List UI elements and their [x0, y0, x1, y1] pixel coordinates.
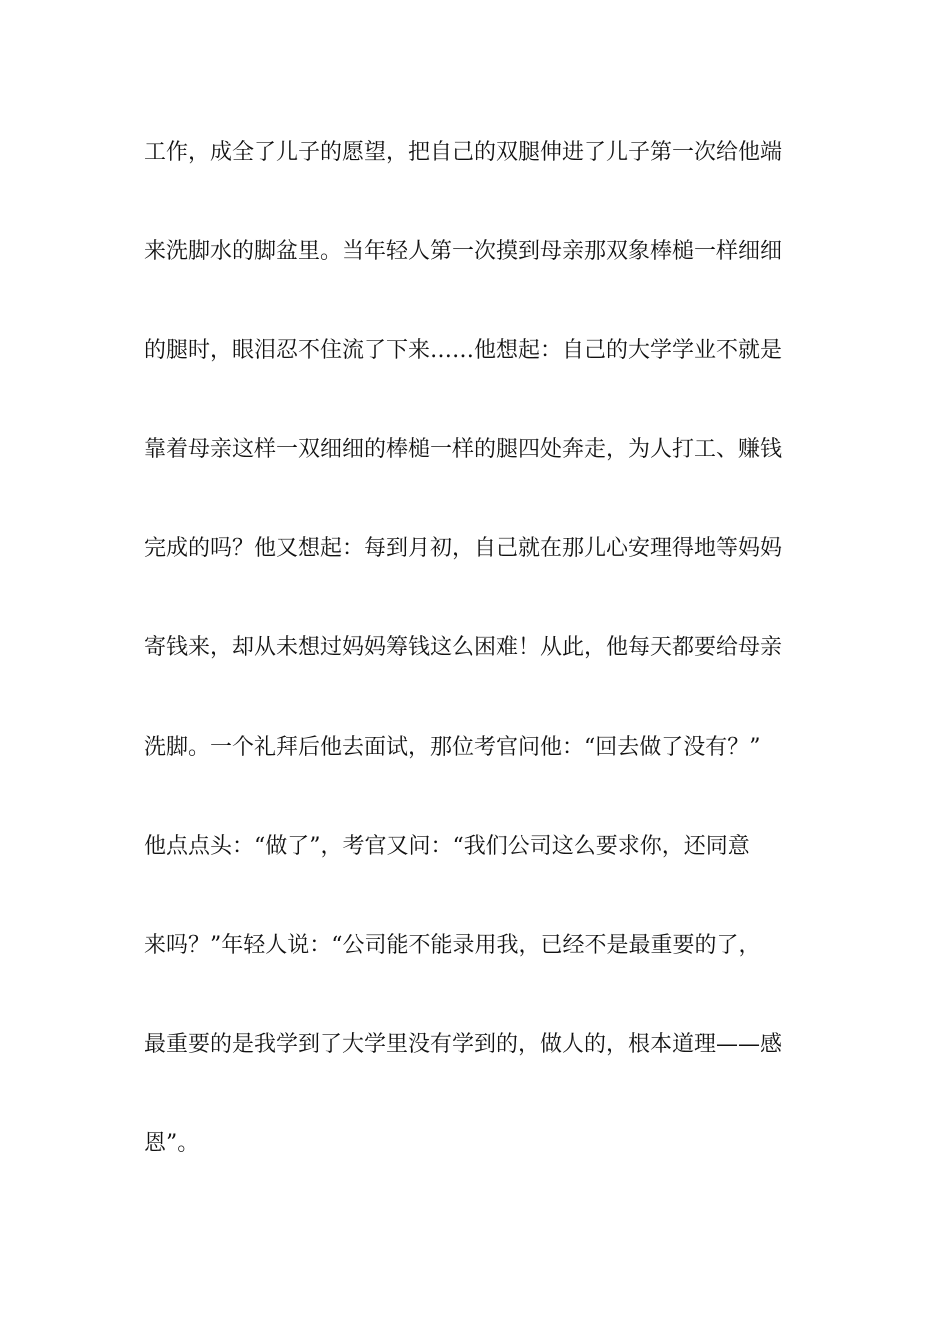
text-line: 完成的吗？他又想起：每到月初，自己就在那儿心安理得地等妈妈	[144, 536, 783, 562]
text-line: 工作，成全了儿子的愿望，把自己的双腿伸进了儿子第一次给他端	[144, 140, 783, 165]
text-line: 洗脚。一个礼拜后他去面试，那位考官问他：“回去做了没有？”	[144, 734, 761, 760]
text-line: 靠着母亲这样一双细细的棒槌一样的腿四处奔走，为人打工、赚钱	[144, 437, 783, 463]
text-line: 来洗脚水的脚盆里。当年轻人第一次摸到母亲那双象棒槌一样细细	[144, 239, 783, 265]
text-line: 恩”。	[144, 1130, 200, 1156]
text-line: 最重要的是我学到了大学里没有学到的，做人的，根本道理——感	[144, 1031, 783, 1057]
text-line: 寄钱来，却从未想过妈妈筹钱这么困难！从此，他每天都要给母亲	[144, 635, 783, 661]
text-line: 来吗？”年轻人说：“公司能不能录用我，已经不是最重要的了，	[144, 932, 761, 958]
text-line: 他点点头：“做了”，考官又问：“我们公司这么要求你，还同意	[144, 833, 750, 859]
body-text	[144, 131, 814, 1221]
text-line: 的腿时，眼泪忍不住流了下来……他想起：自己的大学学业不就是	[144, 338, 783, 364]
